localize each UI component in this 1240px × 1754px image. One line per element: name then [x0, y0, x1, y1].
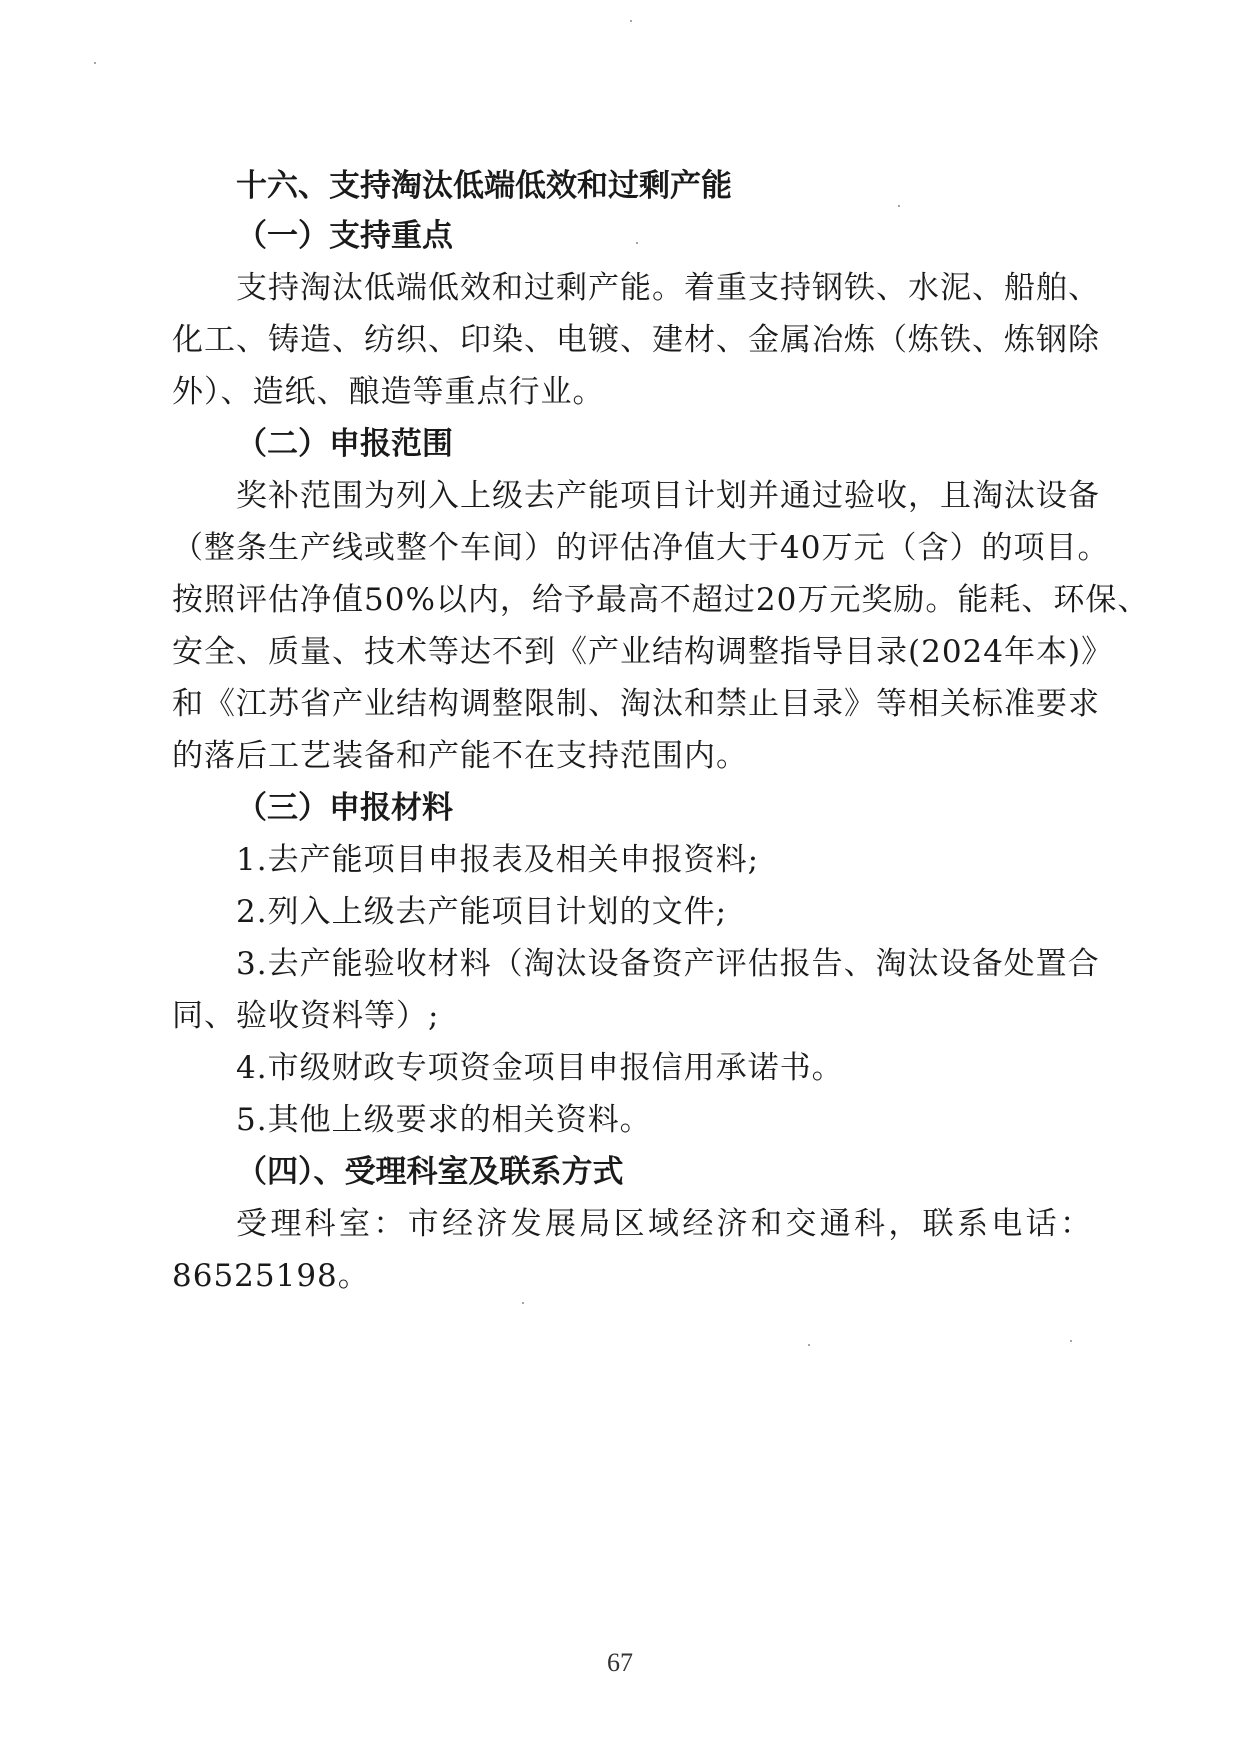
- paragraph-line: 奖补范围为列入上级去产能项目计划并通过验收，且淘汰设备: [236, 478, 1100, 514]
- phone-number: 86525198。: [172, 1258, 370, 1294]
- paragraph-line: 按照评估净值50%以内，给予最高不超过20万元奖励。能耗、环保、: [172, 582, 1150, 618]
- subsection-title-1: （一）支持重点: [236, 218, 453, 254]
- list-item: 5.其他上级要求的相关资料。: [236, 1102, 652, 1138]
- list-item-continuation: 同、验收资料等）;: [172, 998, 440, 1034]
- list-item: 1.去产能项目申报表及相关申报资料;: [236, 842, 760, 878]
- list-item: 3.去产能验收材料（淘汰设备资产评估报告、淘汰设备处置合: [236, 946, 1100, 982]
- scan-speck: [522, 1302, 524, 1304]
- paragraph-line: （整条生产线或整个车间）的评估净值大于40万元（含）的项目。: [172, 530, 1110, 566]
- paragraph-line: 的落后工艺装备和产能不在支持范围内。: [172, 738, 748, 774]
- paragraph-line: 外）、造纸、酿造等重点行业。: [172, 374, 605, 410]
- subsection-title-4: （四）、受理科室及联系方式: [236, 1154, 624, 1190]
- scan-speck: [898, 205, 900, 207]
- paragraph-line: 化工、铸造、纺织、印染、电镀、建材、金属冶炼（炼铁、炼钢除: [172, 322, 1100, 358]
- scan-speck: [630, 20, 632, 22]
- subsection-title-3: （三）申报材料: [236, 790, 453, 826]
- subsection-title-2: （二）申报范围: [236, 426, 453, 462]
- section-title: 十六、支持淘汰低端低效和过剩产能: [236, 168, 732, 204]
- scan-speck: [1070, 1340, 1072, 1342]
- paragraph-line: 安全、质量、技术等达不到《产业结构调整指导目录(2024年本)》: [172, 634, 1114, 670]
- scan-speck: [636, 242, 638, 244]
- page-number: 67: [607, 1648, 633, 1677]
- list-item: 4.市级财政专项资金项目申报信用承诺书。: [236, 1050, 844, 1086]
- paragraph-line: 和《江苏省产业结构调整限制、淘汰和禁止目录》等相关标准要求: [172, 686, 1100, 722]
- list-item: 2.列入上级去产能项目计划的文件;: [236, 894, 728, 930]
- scan-speck: [94, 62, 96, 64]
- paragraph-line: 受理科室：市经济发展局区域经济和交通科，联系电话：: [236, 1206, 1092, 1242]
- paragraph-line: 支持淘汰低端低效和过剩产能。着重支持钢铁、水泥、船舶、: [236, 270, 1100, 306]
- scan-speck: [808, 1344, 810, 1346]
